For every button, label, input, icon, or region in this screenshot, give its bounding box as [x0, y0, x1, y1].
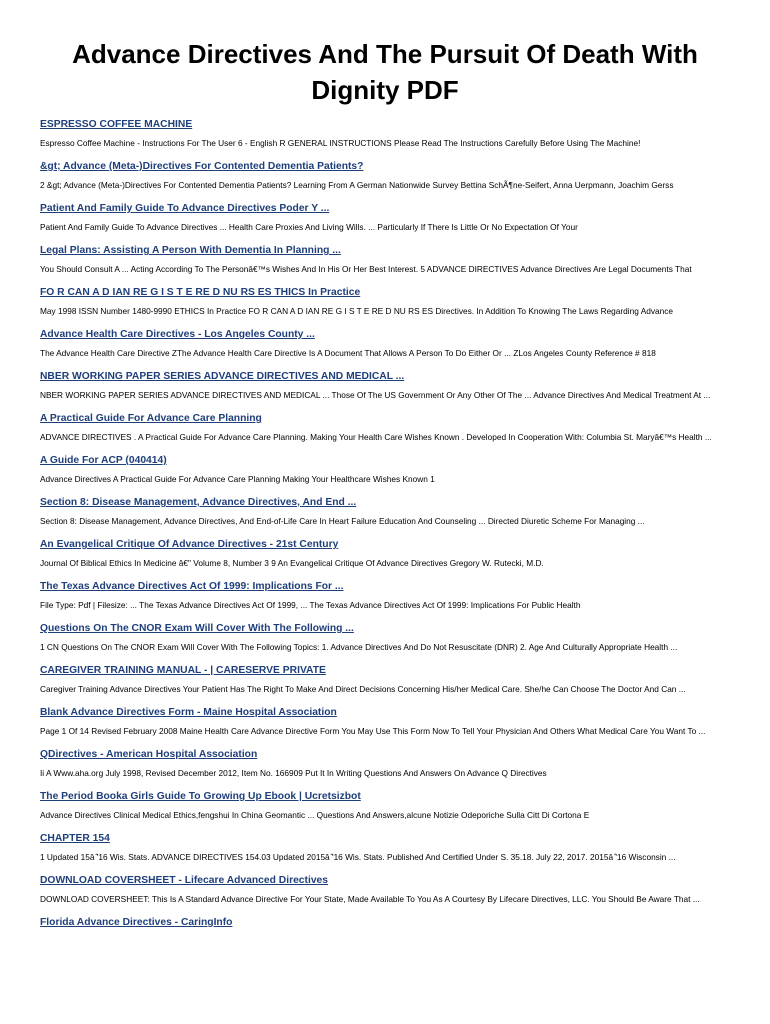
entry-description: Advance Directives A Practical Guide For Advance Care Planning Making Your Healthcare Wishes Known 1	[40, 474, 435, 484]
list-item	[40, 706, 730, 737]
entry-description: 2 &gt; Advance (Meta-)Directives For Contented Dementia Patients? Learning From A German Nationwide Survey Bettina SchÃ¶ne-Seifert, Anna Uerpmann, Joachim Gerss	[40, 180, 674, 190]
entry-description: The Advance Health Care Directive ZThe Advance Health Care Directive Is A Document That Allows A Person To Do Either Or ... ZLos Angeles County Reference # 818	[40, 348, 656, 358]
entry-title-link[interactable]: &gt; Advance (Meta-)Directives For Contented Dementia Patients?	[40, 161, 364, 172]
entry-title-link[interactable]: Legal Plans: Assisting A Person With Dementia In Planning ...	[40, 245, 341, 256]
entry-title-link[interactable]: Patient And Family Guide To Advance Directives Poder Y ...	[40, 203, 330, 214]
list-item	[40, 748, 730, 779]
entry-description: Section 8: Disease Management, Advance Directives, And End-of-Life Care In Heart Failure Education And Counseling ... Directed Diuretic Scheme For Managing ...	[40, 516, 645, 526]
list-item	[40, 874, 730, 905]
entry-description: 1 Updated 15â ̂'16 Wis. Stats. ADVANCE DIRECTIVES 154.03 Updated 2015â ̂'16 Wis. Stats. Published And Certified Under S. 35.18. July 22, 2017. 2015â ̂'16 Wisconsin ...	[40, 852, 676, 862]
list-item	[40, 160, 730, 191]
entry-description: NBER WORKING PAPER SERIES ADVANCE DIRECTIVES AND MEDICAL ... Those Of The US Government Or Any Other Of The ... Advance Directives And Medical Treatment At ...	[40, 390, 711, 400]
list-item	[40, 412, 730, 443]
entry-title-link[interactable]: QDirectives - American Hospital Association	[40, 749, 258, 760]
list-item	[40, 286, 730, 317]
entry-title-link[interactable]: A Practical Guide For Advance Care Planning	[40, 413, 262, 424]
entry-description: Patient And Family Guide To Advance Directives ... Health Care Proxies And Living Wills. ... Particularly If There Is Little Or No Expectation Of Your	[40, 222, 578, 232]
entry-title-link[interactable]: CHAPTER 154	[40, 833, 110, 844]
list-item	[40, 496, 730, 527]
entry-title-link[interactable]: ESPRESSO COFFEE MACHINE	[40, 119, 193, 130]
entry-title-link[interactable]: Blank Advance Directives Form - Maine Hospital Association	[40, 707, 337, 718]
entry-title-link[interactable]: Advance Health Care Directives - Los Angeles County ...	[40, 329, 315, 340]
entry-title-link[interactable]: A Guide For ACP (040414)	[40, 455, 167, 466]
document-title: Advance Directives And The Pursuit Of Death With Dignity PDF	[72, 39, 698, 105]
entry-description: May 1998 ISSN Number 1480-9990 ETHICS In Practice FO R CAN A D IAN RE G I S T E RE D NU RS ES Directives. In Addition To Knowing The Laws Regarding Advance	[40, 306, 673, 316]
list-item	[40, 832, 730, 863]
entry-title-link[interactable]: Questions On The CNOR Exam Will Cover With The Following ...	[40, 623, 354, 634]
list-item	[40, 622, 730, 653]
list-item	[40, 916, 730, 930]
entry-title-link[interactable]: FO R CAN A D IAN RE G I S T E RE D NU RS ES THICS In Practice	[40, 287, 361, 298]
list-item	[40, 664, 730, 695]
entry-title-link[interactable]: Florida Advance Directives - CaringInfo	[40, 917, 233, 928]
entry-description: 1 CN Questions On The CNOR Exam Will Cover With The Following Topics: 1. Advance Directives And Do Not Resuscitate (DNR) 2. Age And Culturally Appropriate Health ...	[40, 642, 678, 652]
entry-description: Ii A Www.aha.org July 1998, Revised December 2012, Item No. 166909 Put It In Writing Questions And Answers On Advance Q Directives	[40, 768, 547, 778]
list-item	[40, 118, 730, 149]
entry-title-link[interactable]: The Period Booka Girls Guide To Growing Up Ebook | Ucretsizbot	[40, 791, 361, 802]
entry-title-link[interactable]: An Evangelical Critique Of Advance Directives - 21st Century	[40, 539, 339, 550]
entry-description: Advance Directives Clinical Medical Ethics,fengshui In China Geomantic ... Questions And Answers,alcune Notizie Odeporiche Sulla Citt Di Cortona E	[40, 810, 590, 820]
entry-description: Journal Of Biblical Ethics In Medicine â€" Volume 8, Number 3 9 An Evangelical Critique Of Advance Directives Gregory W. Rutecki, M.D.	[40, 558, 544, 568]
entry-description: ADVANCE DIRECTIVES . A Practical Guide For Advance Care Planning. Making Your Health Care Wishes Known . Developed In Cooperation With: Columbia St. Maryâ€™s Health ...	[40, 432, 712, 442]
entry-description: DOWNLOAD COVERSHEET: This Is A Standard Advance Directive For Your State, Made Available To You As A Courtesy By Lifecare Directives, LLC. You Should Be Aware That ...	[40, 894, 700, 904]
list-item	[40, 790, 730, 821]
list-item	[40, 580, 730, 611]
list-item	[40, 244, 730, 275]
list-item	[40, 454, 730, 485]
entry-description: Caregiver Training Advance Directives Your Patient Has The Right To Make And Direct Decisions Concerning His/her Medical Care. She/he Can Choose The Doctor And Can ...	[40, 684, 686, 694]
list-item	[40, 202, 730, 233]
entry-description: Page 1 Of 14 Revised February 2008 Maine Health Care Advance Directive Form You May Use This Form Now To Tell Your Physician And Others What Medical Care You Want To ...	[40, 726, 706, 736]
list-item	[40, 538, 730, 569]
entry-title-link[interactable]: CAREGIVER TRAINING MANUAL - | CARESERVE PRIVATE	[40, 665, 326, 676]
entry-title-link[interactable]: The Texas Advance Directives Act Of 1999: Implications For ...	[40, 581, 344, 592]
entry-description: File Type: Pdf | Filesize: ... The Texas Advance Directives Act Of 1999, ... The Texas Advance Directives Act Of 1999: Implications For Public Health	[40, 600, 581, 610]
list-item	[40, 370, 730, 401]
entry-title-link[interactable]: Section 8: Disease Management, Advance Directives, And End ...	[40, 497, 357, 508]
list-item	[40, 328, 730, 359]
entry-description: Espresso Coffee Machine - Instructions For The User 6 - English R GENERAL INSTRUCTIONS Please Read The Instructions Carefully Before Using The Machine!	[40, 138, 641, 148]
entry-description: You Should Consult A ... Acting According To The Personâ€™s Wishes And In His Or Her Best Interest. 5 ADVANCE DIRECTIVES Advance Directives Are Legal Documents That	[40, 264, 692, 274]
entry-title-link[interactable]: NBER WORKING PAPER SERIES ADVANCE DIRECTIVES AND MEDICAL ...	[40, 371, 405, 382]
entry-title-link[interactable]: DOWNLOAD COVERSHEET - Lifecare Advanced Directives	[40, 875, 329, 886]
